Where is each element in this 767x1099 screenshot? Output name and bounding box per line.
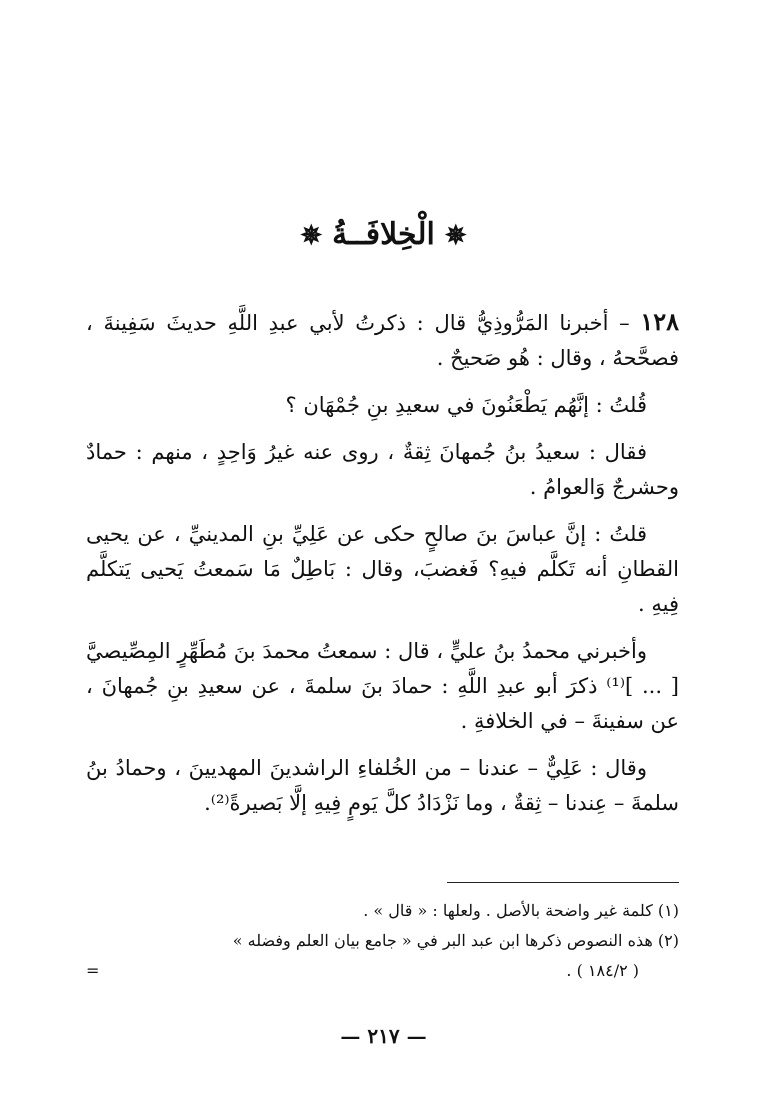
- main-text: [86, 304, 679, 833]
- chapter-title: الْخِلافَــةُ: [332, 217, 435, 252]
- paragraph-text: قُلتُ : إنَّهُم يَطْعَنُونَ في سعيدِ بنِ جُمْهَان ؟: [285, 393, 647, 417]
- footnote: [86, 896, 679, 926]
- paragraph-text: قلتُ : إنَّ عباسَ بنَ صالحٍ حكى عن عَلِيِّ بنِ المدينيِّ ، عن يحيى القطانِ أنه تَكلَّم فيهِ؟ فَغضبَ، وقال : بَاطِلٌ مَا سَمعتُ يَحيى يَتكلَّم فِيهِ .: [86, 522, 679, 616]
- paragraph-text: وأخبرني محمدُ بنُ عليٍّ ، قال : سمعتُ محمدَ بنَ مُطَهِّرٍ المِصِّيصيَّ [ ... ]⁽¹⁾ ذكرَ أبو عبدِ اللَّهِ : حمادَ بنَ سلمةَ ، عن سعيدِ بنِ جُمهانَ ، عن سفينةَ – في الخلافةِ .: [86, 639, 680, 733]
- paragraph-text: فقال : سعيدُ بنُ جُمهانَ ثِقةٌ ، روى عنه غيرُ وَاحِدٍ ، منهم : حمادٌ وحشرجٌ وَالعوامُ .: [86, 440, 679, 499]
- paragraph-text: – أخبرنا المَرُّوذِيُّ قال : ذكرتُ لأبي عبدِ اللَّهِ حديثَ سَفِينةَ ، فصحَّحهُ ، وقال : هُو صَحيحٌ .: [86, 311, 679, 370]
- continued-mark: =: [86, 961, 100, 980]
- paragraph: [86, 751, 679, 821]
- paragraph: [86, 435, 679, 505]
- footnote-text: هذه النصوص ذكرها ابن عبد البر في « جامع بيان العلم وفضله »: [232, 931, 653, 950]
- footnotes: [86, 896, 679, 986]
- paragraph-text: وقال : عَلِيٌّ – عندنا – من الخُلفاءِ الراشدينَ المهديينَ ، وحمادُ بنُ سلمةَ – عِندنا – ثِقةٌ ، وما نَزْدَادُ كلَّ يَومٍ فِيهِ إلَّا بَصيرةً⁽²⁾.: [86, 756, 679, 815]
- paragraph: [86, 304, 679, 376]
- ornament-star-icon: ✵: [300, 221, 323, 251]
- footnote-marker: (٢): [657, 931, 679, 950]
- footnote-continuation-line: [86, 956, 679, 986]
- hadith-number: ١٢٨: [640, 307, 679, 336]
- footnote-continuation: ( ١٨٤/٢ ) .: [566, 961, 639, 980]
- chapter-heading: [0, 212, 767, 259]
- paragraph: [86, 517, 679, 622]
- paragraph: [86, 634, 679, 739]
- footnote: [86, 926, 679, 956]
- paragraph: [86, 388, 679, 423]
- page-number: — ٢١٧ —: [340, 1024, 427, 1048]
- ornament-star-icon: ✵: [444, 221, 467, 251]
- footnote-text: كلمة غير واضحة بالأصل . ولعلها : « قال » .: [363, 901, 653, 920]
- footnote-marker: (١): [657, 901, 679, 920]
- footnote-divider: [447, 882, 679, 883]
